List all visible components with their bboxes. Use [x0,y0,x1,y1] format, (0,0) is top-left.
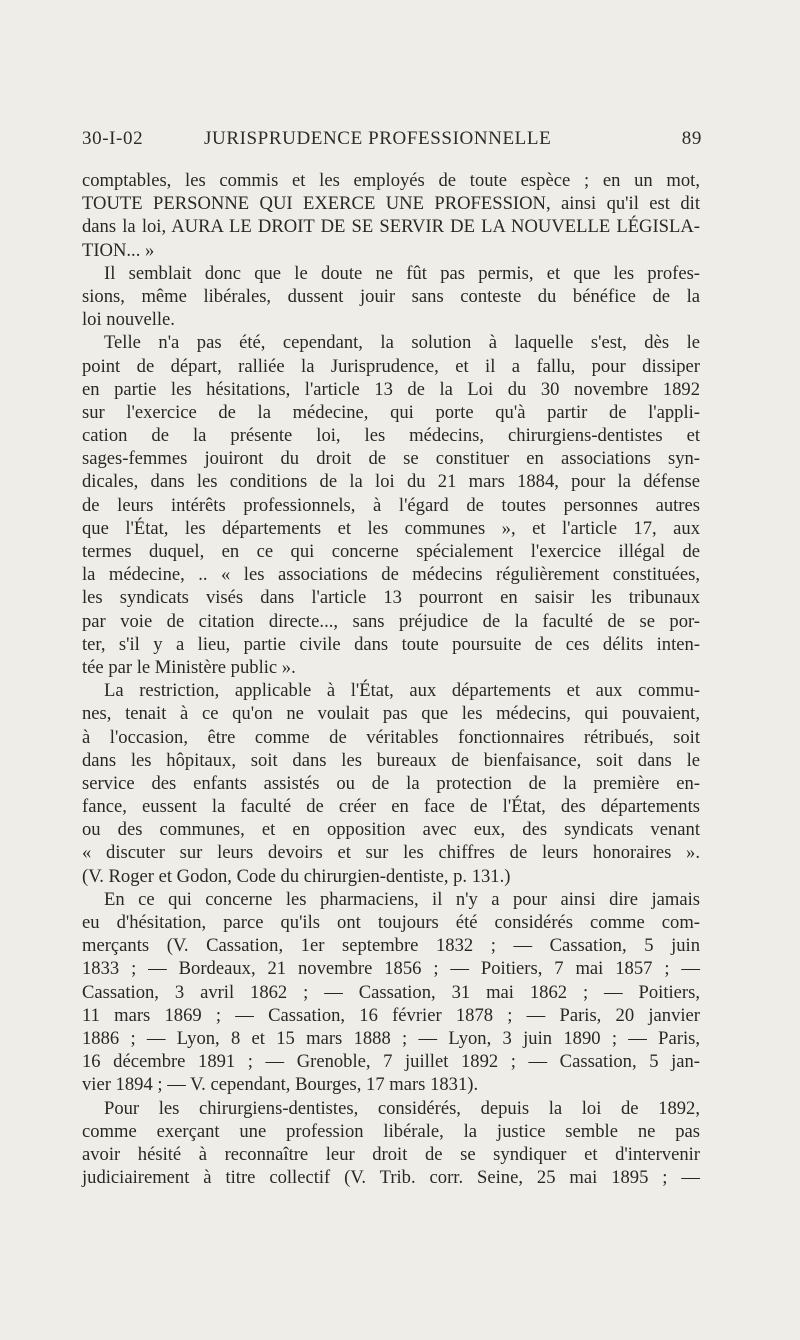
text-line: tée par le Ministère public ». [82,656,296,678]
text-line: (V. Roger et Godon, Code du chirurgien-dentiste, p. 131.) [82,865,511,887]
text-line: TOUTE PERSONNE QUI EXERCE UNE PROFESSION, ainsi qu'il est dit [82,193,700,215]
text-line: que l'État, les départements et les communes », et l'article 17, aux [82,517,700,539]
text-line: fance, eussent la faculté de créer en face de l'État, des départements [82,796,700,818]
text-line: 16 décembre 1891 ; — Grenoble, 7 juillet 1892 ; — Cassation, 5 jan- [82,1051,700,1073]
text-line: La restriction, applicable à l'État, aux départements et aux commu- [104,680,700,702]
text-line: point de départ, ralliée la Jurisprudence, et il a fallu, pour dissiper [82,355,700,377]
text-line: judiciairement à titre collectif (V. Trib. corr. Seine, 25 mai 1895 ; — [82,1167,700,1189]
page-number: 89 [681,128,702,149]
text-line: En ce qui concerne les pharmaciens, il n'y a pour ainsi dire jamais [104,888,700,910]
text-line: sions, même libérales, dussent jouir sans conteste du bénéfice de la [82,285,700,307]
text-line: sur l'exercice de la médecine, qui porte qu'à partir de l'appli- [82,401,700,423]
text-line: nes, tenait à ce qu'on ne voulait pas que les médecins, qui pouvaient, [82,703,700,725]
issue-reference: 30-I-02 [82,128,144,149]
text-line: Cassation, 3 avril 1862 ; — Cassation, 31 mai 1862 ; — Poitiers, [82,981,700,1003]
text-line: ter, s'il y a lieu, partie civile dans toute poursuite de ces délits inten- [82,633,700,655]
text-line: en partie les hésitations, l'article 13 de la Loi du 30 novembre 1892 [82,378,700,400]
text-line: merçants (V. Cassation, 1er septembre 1832 ; — Cassation, 5 juin [82,935,700,957]
text-line: sages-femmes jouiront du droit de se constituer en associations syn- [82,448,700,470]
text-line: cation de la présente loi, les médecins, chirurgiens-dentistes et [82,425,700,447]
text-line: ou des communes, et en opposition avec eux, des syndicats venant [82,819,700,841]
text-line: avoir hésité à reconnaître leur droit de se syndiquer et d'intervenir [82,1143,700,1165]
text-line: « discuter sur leurs devoirs et sur les chiffres de leurs honoraires ». [82,842,700,864]
text-line: de leurs intérêts professionnels, à l'égard de toutes personnes autres [82,494,700,516]
text-line: Pour les chirurgiens-dentistes, considérés, depuis la loi de 1892, [104,1097,700,1119]
text-line: 1833 ; — Bordeaux, 21 novembre 1856 ; — Poitiers, 7 mai 1857 ; — [82,958,700,980]
text-line: 1886 ; — Lyon, 8 et 15 mars 1888 ; — Lyon, 3 juin 1890 ; — Paris, [82,1027,700,1049]
text-line: dicales, dans les conditions de la loi du 21 mars 1884, pour la défense [82,471,700,493]
text-line: termes duquel, en ce qui concerne spécialement l'exercice illégal de [82,541,700,562]
text-line: par voie de citation directe..., sans préjudice de la faculté de se por- [82,610,700,632]
text-line: eu d'hésitation, parce qu'ils ont toujours été considérés comme com- [82,912,700,933]
text-line: Il semblait donc que le doute ne fût pas permis, et que les profes- [104,262,700,284]
body-text [82,169,700,1189]
text-line: service des enfants assistés ou de la protection de la première en- [82,772,700,794]
text-line: les syndicats visés dans l'article 13 pourront en saisir les tribunaux [82,587,700,609]
text-line: vier 1894 ; — V. cependant, Bourges, 17 mars 1831). [82,1074,479,1096]
running-title: JURISPRUDENCE PROFESSIONNELLE [204,128,552,149]
text-line: Telle n'a pas été, cependant, la solution à laquelle s'est, dès le [104,332,700,354]
text-line: à l'occasion, être comme de véritables fonctionnaires rétribués, soit [82,726,700,748]
text-line: comptables, les commis et les employés de toute espèce ; en un mot, [82,170,700,191]
text-line: la médecine, .. « les associations de médecins régulièrement constituées, [82,564,700,586]
text-line: TION... » [82,239,155,261]
text-line: loi nouvelle. [82,309,175,331]
text-line: 11 mars 1869 ; — Cassation, 16 février 1878 ; — Paris, 20 janvier [82,1004,700,1026]
text-line: dans la loi, AURA LE DROIT DE SE SERVIR DE LA NOUVELLE LÉGISLA- [82,216,700,238]
text-line: comme exerçant une profession libérale, la justice semble ne pas [82,1120,700,1142]
page-header [82,128,702,158]
text-line: dans les hôpitaux, soit dans les bureaux de bienfaisance, soit dans le [82,749,700,771]
